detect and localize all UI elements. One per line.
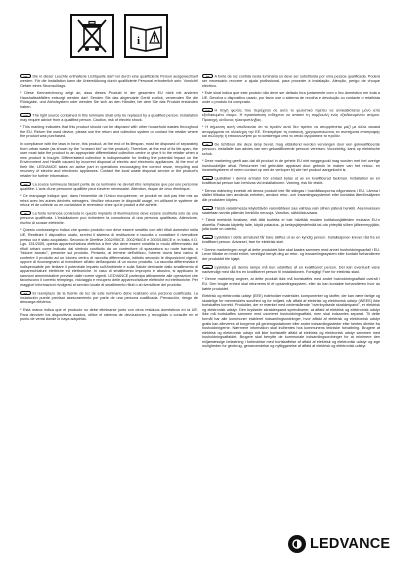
paragraph-text: * Denna märkning innebär att denna produkt inte får slängas i hushållssoporna någonstans i EU. Lämna i stället tillbaka den använda enheten, använd retur- och insamlingssystemet eller kontakta återförsäljaren där produkten köptes. — [202, 188, 380, 202]
paragraph-text: Tässä valaisimessa käytettävän valonlähteen saa vaihtaa vain siihen pätevä henkilö. Asennukseen saatetaan tarvita pätevän henkilön neuvoja. Varoitus, sähköiskuvaara. — [202, 206, 380, 215]
brand-wordmark: LEDVANCE — [310, 536, 391, 552]
svg-text:i: i — [136, 35, 141, 47]
paragraph-text: * Este sinal indica que este produto não deve ser deitado fora juntamente com o lixo doméstico em toda a UE. Devolva o dispositivo usado, por favor use o sistema de recolha e devolução ou contacte o retalhista onde o produto foi comprado. — [202, 91, 380, 105]
paragraph-text: * This marking indicates that this product should not be disposed with other household wastes throughout the EU. Return the used device, please use the return and collection system or contact the retailer where the product was purchased. — [20, 125, 198, 139]
paragraph — [20, 125, 198, 139]
paragraph-text: * Tämä merkintä ilmaisee, että tätä tuotetta ei tule hävittää muiden kotitalousjätteiden mukana EU:n alueella. Palauta käytetty laite, käytä palautus- ja keräysjärjestelmää tai ota yhteyttä siihen jälleenmyyjään, jolta tuote on ostettu. — [202, 218, 380, 232]
paragraph — [20, 228, 198, 287]
paragraph-text: A fonte de luz contida nesta luminária só deve ser substituída por uma pessoa qualificada. Poderá ser necessário recorrer a ajuda profissional, para proceder à instalação. Atenção, perigo de choque eléctrico. — [202, 74, 380, 88]
paragraph-text: * Diese Kennzeichnung zeigt an, dass dieses Produkt in der gesamten EU nicht mit anderen Haushaltsabfällen entsorgt werden darf. Senden Sie das abgenutzte Gerät zurück, verwenden Sie die Rückgabe- und Abholsystem oder wenden Sie sich an den Händler, bei dem Sie das Produkt erstanden haben. — [20, 91, 198, 109]
paragraph — [20, 291, 198, 305]
paragraph — [202, 265, 380, 275]
paragraph-text: * Denne markeringen angir at dette produktet ikke skal kastes sammen med annet husholdningsavfall i EU. Lever tilbake en brukt enhet, vennligst benytt deg av retur- og innsamlingssystem eller kontakt forhandleren der produktet ble kjøpt. — [202, 247, 381, 261]
paragraph — [202, 176, 380, 186]
read-manual-icon — [124, 14, 168, 58]
paragraph — [202, 294, 380, 349]
paragraph — [202, 235, 380, 245]
paragraph — [202, 189, 380, 203]
paragraph — [202, 74, 380, 88]
paragraph — [20, 211, 198, 225]
language-badge: DK — [202, 265, 213, 269]
paragraph — [202, 218, 380, 232]
language-badge: FI — [202, 206, 213, 210]
language-badge: NO — [202, 235, 213, 239]
paragraph — [202, 125, 380, 139]
paragraph-text: * Η σήμανση αυτή υποδεικνύει ότι το προϊόν αυτό δεν πρέπει να απορρίπτεται μαζί με άλλα οικιακά απορρίμματα σε ολόκληρη την ΕΕ. Επιστρέψτε τη συσκευή, χρησιμοποιώντας τα συστήματα επιστροφής και συλλογής ή επικοινωνήστε με το κατάστημα από το οποίο αγοράσατε το προϊόν. — [202, 125, 380, 139]
paragraph — [20, 91, 198, 109]
left-text-column — [20, 74, 198, 325]
paragraph — [20, 113, 198, 123]
language-badge: PT — [202, 74, 213, 78]
paragraph — [20, 182, 198, 192]
wheelie-bin-icon — [70, 14, 114, 58]
paragraph — [202, 206, 380, 216]
pictogram-row — [70, 14, 168, 58]
paragraph — [20, 194, 198, 208]
ledvance-circle-logo-icon — [288, 535, 306, 553]
language-badge: GR — [202, 108, 213, 112]
ledvance-logo — [288, 535, 390, 553]
paragraph — [202, 159, 380, 173]
language-badge: DE — [20, 74, 31, 78]
paragraph-text: The light source contained in this luminaire shall only be replaced by a qualified person. Installation may require advice from a qualified person. Caution, risk of electric shock. — [20, 113, 198, 122]
paragraph-text: * Questo contrassegno indica che questo prodotto non deve essere smaltito con altri rifiuti domestici nella UE. Restituire il dispositivo usato, servirsi il sistema di restituzione e raccolta o contattare il rivenditore presso cui è stato acquistato. Secondo le Direttive 2002/95/CE, 2002/96/CE e 2003/108/CE e, in Italia, il D. Lgs. 151/2005, questa apparecchiatura elettrica a fine vita deve essere smaltita in modo differenziato dai rifiuti urbani come indicato dal simbolo costituito da un contenitore di spazzatura su ruote barrato, o "bidone barrato", presente sul prodotto. Pertanto, al termine dell'utilizzo, l'utente dovrà farsi carico di conferire il prodotto ad un idoneo centro di raccolta differenziata, istituito secondo le disposizioni vigenti, oppure di riconsegnarlo al rivenditore all'atto dell'acquisto di un nuovo prodotto. La raccolta differenziata è indispensabile per limitare il potenziale impatto sull'Ambiente e sulla Salute derivante dallo smaltimento di apparecchiature elettriche ed elettroniche. In caso di smaltimento improprio e abusivo, si applicano le sanzioni amministrative previste dalle norme vigenti. LEDVANCE partecipa attivamente alle operazioni che favoriscono il corretto reimpiego, riciclaggio e recupero delle apparecchiature elettriche ed elettroniche. Per maggiori informazioni rivolgersi al servizio locale di smaltimento rifiuti o al rivenditore del prodotto. — [20, 228, 198, 287]
paragraph — [20, 142, 198, 178]
language-badge: SE — [202, 176, 213, 180]
language-badge: IT — [20, 211, 31, 215]
paragraph-text: El reemplazo de la fuente de luz de este luminario debe realizarlo una persona cualificada. La instalación puede precisar asesoramiento por parte de una persona cualificada. Precaución, riesgo de descarga eléctrica. — [20, 291, 198, 305]
paragraph — [20, 308, 198, 322]
paragraph-text: Ljuskällan i denna armatur bör endast bytas ut av en kvalificerad fackman. Installation av en kvalificerad person kan behövas vid installationen. Varning, risk för elstöt. — [202, 176, 380, 186]
paragraph-text: Die in dieser Leuchte enthaltene Lichtquelle darf nur durch eine qualifizierte Person ausgewechselt werden. Für die Installation kann die Unterstützung durch qualifizierte Personal erforderlich sein. Vorsicht! Gefahr eines Stromschlags. — [20, 74, 198, 88]
paragraph-text: La source lumineuse faisant partie de ce luminaire ne devrait être remplacée que par une personne qualifiée. L'avis d'une personne qualifiée peut s'avérer nécessaire. Attention, risque de choc électrique. — [20, 182, 198, 191]
paragraph — [202, 248, 380, 262]
paragraph-text: * Denne markering angiver, at dette produkt ikke må bortskaffes med andet husholdningsaffald overalt i EU. Den brugte enhed skal returneres til et opsamlingssystem, eller du kan kontakte forhandleren hvor du købte produktet. — [202, 277, 380, 291]
paragraph-text: De lichtbron die deze lamp bevat, mag uitsluitend worden vervangen door een gekwalificeerde persoon. Installatie kan advies van een gekwalificeerde persoon vereisen. Voorzichtig, kans op elektrische schok. — [202, 142, 380, 156]
paragraph — [20, 74, 198, 88]
language-badge: FR — [20, 182, 31, 186]
right-text-column — [202, 74, 380, 352]
paragraph-text: * Esta marca indica que el producto no debe eliminarse junto con otros residuos domésticos en la UE. Para devolver los dispositivos usados, utilice el sistema de devoluciones y recogidas o consulte en el punto de venta donde lo haya adquirido. — [20, 307, 198, 322]
paragraph-text: * Ce marquage indique que, dans l'ensemble de l'Union européenne, ce produit ne doit pas être mis au rebut avec les autres déchets ménagers. Veuillez retourner le dispositif usagé, en utilisant le système de retour et de collecte ou en contactant le revendeur chez qui le produit a été acheté. — [20, 194, 198, 208]
paragraph-text: Lyskilden på denne lampe må kun udskiftes af en kvalificeret person. Det kan eventuelt være nødvendigt med råd fra en kvalificeret person til installationen. Forsigtig! Fare for elektrisk stød. — [202, 265, 380, 274]
paragraph — [202, 142, 380, 156]
paragraph-text: La fonte luminosa contenuta in questo impianto di illuminazione deve essere sostituita solo da una persona qualificata. L'installazione può richiedere la consulenza di una persona qualificata. Attenzione, rischio di scosse elettriche. — [20, 211, 198, 225]
paragraph-text: Lyskilden i dette armaturet får bare skiftes ut av en kyndig person. Installasjonen krever råd fra en kvalifisert person. Advarsel, fare for elektrisk støt. — [202, 235, 380, 245]
paragraph-text: Elektrisk og elektronisk udstyr (EEE) indeholder materialer, komponenter og stoffer, der kan være farlige og skadelige for menneskers sundhed og for miljøet, når affald af elektrisk og elektronisk udstyr (WEEE) ikke bortskaffes korrekt. Produkter, der er mærket med nedenstående "overkrydsede skraldespand", er elektrisk og elektronisk udstyr. Den krydsede skraldespand symboliserer, at affald af elektrisk og elektronisk udstyr ikke må bortskaffes sammen med usorteret husholdningsaffald, men skal indsamles separat. Til dette formål har alle kommuner etableret indsamlingsordninger, hvor affald af elektrisk og elektronisk udstyr gratis kan afleveres af borgerne på genbrugsstationer eller andre indsamlingssteder eller hentes direkte fra husholdningerne. Nærmere information skal indhentes hos kommunens tekniske forvaltning. Brugere af elektrisk og elektronisk udstyr må ikke bortskaffe affald af elektrisk og elektronisk udstyr sammen med husholdningsaffaldet. Brugere skal benytte de kommunale indsamlingsordninger for at minimere den miljømæssige belastning i forbindelse med bortskaffelse af affald af elektrisk og elektronisk udstyr og øge muligheden for genbrug, genanvendelse og nyttiggørelse af affald af elektrisk og elektronisk udstyr. — [202, 294, 380, 349]
paragraph — [202, 108, 380, 122]
language-badge: NL — [202, 142, 213, 146]
paragraph — [202, 277, 380, 291]
paragraph-text: * Deze markering geeft aan dat dit product in de gehele EU niet weggegooid mag worden met het overige huishoudelijke afval. Retourneer het gebruikte apparaat door gebruik te maken van het retour- en inzamelsysteem of neem contact op met de verkoper bij wie het product aangekocht is. — [202, 159, 380, 173]
paragraph — [202, 91, 380, 105]
paragraph-text: In compliance with the laws in force, this product, at the end of its lifespan, must be disposed of separately from urban waste (as shown by the "crossed bin" on the product). Therefore, at the end of its life-span, the user must take the product to an appropriate differentiated collection centre or give it to the retailer when a new product is bought. Differentiated collection is indispensable for limiting the potential impact on the Environment and Health caused by incorrect disposal of electric and electronic appliances. At the end of their life, LEDVANCE takes an active part in operations encouraging the correct reuse, recycling and recovery of electric and electronic appliances. Contact the local waste disposal service or the product's retailer for further information. — [20, 142, 198, 178]
paragraph-text: Η πηγή φωτός που περιέχεται σε αυτό το φωτιστικό πρέπει να αντικαθίσταται μόνο από εξειδικευμένο άτομο. Η εγκατάσταση ενδέχεται να απαιτεί τη συμβουλή ενός εξειδικευμένου ατόμου. Προσοχή, κίνδυνος ηλεκτροπληξίας. — [202, 108, 380, 122]
language-badge: ES — [20, 291, 31, 295]
language-badge: GB — [20, 113, 31, 117]
